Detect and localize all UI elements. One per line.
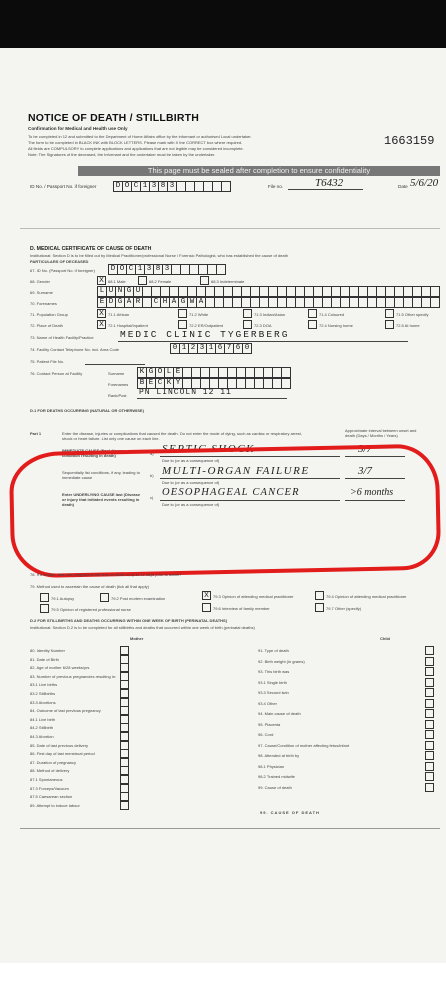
q79-other-label: 79.7 Other (specify): [326, 606, 362, 611]
pop-coloured-checkbox[interactable]: [308, 309, 317, 318]
child-row: 92. Birth weight (in grams): [258, 658, 305, 664]
q79-autopsy-label: 79.1 Autopsy: [51, 596, 75, 601]
mother-row: 88. Method of delivery: [30, 768, 70, 774]
mother-row: 84.2 Stillbirth: [30, 725, 54, 731]
cause-c-interval[interactable]: >6 months: [350, 487, 394, 498]
child-row: 95. Placenta: [258, 721, 281, 727]
date-value[interactable]: 5/6/20: [410, 177, 439, 189]
pop-white-label: 71.2 White: [189, 312, 209, 317]
facility-value[interactable]: MEDIC CLINIC TYGERBERG: [120, 329, 290, 340]
child-row: 93.4 Other: [258, 700, 277, 706]
mother-row: 81. Date of Birth: [30, 656, 59, 662]
mother-row: 84.3 Abortion: [30, 734, 54, 739]
child-row-box[interactable]: [425, 667, 434, 676]
mother-header: Mother: [130, 636, 144, 641]
d2-heading: D.2 FOR STILLBIRTHS AND DEATHS OCCURRING WITHIN ONE WEEK OF BIRTH (PERINATAL DEATHS): [30, 618, 228, 623]
child-row: 93.3 Second twin: [258, 690, 289, 695]
confidentiality-banner: This page must be sealed after completion to ensure confidentiality: [78, 166, 440, 176]
instruction-1: To be completed in 12 and submitted to the Department of Home Affairs office by the informant or authorised Local undertaker.: [28, 134, 252, 139]
field-67-boxes[interactable]: D O C 1 3 8 3: [108, 264, 225, 275]
bottom-white-area: [0, 963, 446, 1000]
gender-female-checkbox[interactable]: [138, 276, 147, 285]
child-row: 98.2 Trained midwife: [258, 774, 295, 779]
part1-instruction: Enter the disease, injuries or complications that caused the death. Do not enter the mode of dying, such as cardiac or respiratory arrest, shock or heart failure. List only one cause on each line.: [62, 431, 302, 441]
q79-opinion-checkbox[interactable]: X: [202, 591, 211, 600]
section-d-note: Institutional: Section D is to be filled out by Medical Practitioner/professional Nurse / Forensic Pathologist, who has established the cause of death: [30, 253, 288, 258]
pop-indian-checkbox[interactable]: [243, 309, 252, 318]
gender-indeterminate-label: 68.3 Indeterminate: [211, 279, 245, 284]
child-row-box[interactable]: [425, 699, 434, 708]
surname-boxes[interactable]: L U N G U: [97, 286, 439, 297]
section-d-heading: D. MEDICAL CERTIFICATE OF CAUSE OF DEATH: [30, 246, 152, 252]
cause-b-label: Sequentially list conditions, if any, leading to immediate cause: [62, 470, 140, 480]
child-row-box[interactable]: [425, 783, 434, 792]
q79-opinion2-label: 79.4 Opinion of attending medical practitioner: [326, 594, 407, 599]
child-row-box[interactable]: [425, 688, 434, 697]
death-notice-form: [0, 48, 446, 963]
q78-label: 78. If a female, was she pregnant at the time of death or up to 42 days prior to death?: [30, 572, 182, 577]
cp-rank-label: Rank/Post: [108, 393, 127, 398]
child-row: 97. Cause/Condition of mother affecting fetus/infant: [258, 742, 350, 748]
cause-b-value[interactable]: MULTI-ORGAN FAILURE: [162, 465, 310, 477]
cause-a-interval[interactable]: 3/7: [358, 443, 373, 455]
field-76-label: 76. Contact Person at Facility: [30, 371, 83, 376]
cause-b-due-to: Due to (or as a consequence of): [162, 480, 220, 485]
cause-c-due-to: Due to (or as a consequence of): [162, 502, 220, 507]
q79-autopsy-checkbox[interactable]: [40, 593, 49, 602]
pop-african-label: 71.1 African: [108, 312, 130, 317]
cp-surname-boxes[interactable]: K G O L E: [137, 367, 290, 378]
field-73-label: 73. Name of Health Facility/Practice: [30, 335, 94, 340]
field-70-label: 70. Forenames: [30, 301, 57, 306]
place-er-label: 72.2 ER/Outpatient: [189, 323, 224, 328]
instruction-2: The form to be completed in BLACK INK with BLOCK LETTERS. Please mark with X the CORRECT box where required.: [28, 140, 243, 145]
child-row: 93.1 Single birth: [258, 679, 287, 685]
child-row-box[interactable]: [425, 709, 434, 718]
forenames-boxes[interactable]: E D G A R C H A G W A: [97, 297, 439, 308]
pop-coloured-label: 71.4 Coloured: [319, 312, 345, 317]
mother-row: 83.1 Live births: [30, 682, 58, 688]
id-boxes[interactable]: D O C 1 3 8 3: [113, 181, 230, 192]
serial-number: 1663159: [384, 134, 435, 148]
instruction-4: Note: The Signatures of the deceased, the Informant and the undertaker must be taken by the undertaker.: [28, 152, 216, 157]
gender-male-label: 68.1 Male: [108, 279, 126, 284]
mother-row: 82. Age of mother 6/28 weeks/yrs: [30, 665, 90, 671]
child-row: 93. This birth was: [258, 669, 290, 674]
q79-label: 79. Method used to ascertain the cause of death (tick all that apply): [30, 584, 149, 589]
child-row-box[interactable]: [425, 657, 434, 666]
place-home-checkbox[interactable]: [385, 320, 394, 329]
form-title: NOTICE OF DEATH / STILLBIRTH: [28, 112, 200, 124]
date-label: Date: [398, 184, 408, 189]
cause-c-value[interactable]: OESOPHAGEAL CANCER: [162, 487, 300, 498]
gender-male-checkbox[interactable]: X: [97, 276, 106, 285]
file-value[interactable]: T6432: [315, 177, 344, 189]
child-row-box[interactable]: [425, 772, 434, 781]
mother-row: 89. Attempt to induce labour: [30, 802, 80, 808]
child-header: Child: [380, 636, 390, 641]
id-label: ID No. / Passport No. if foreigner: [30, 184, 97, 189]
pop-other-checkbox[interactable]: [385, 309, 394, 318]
child-row: 96. Cord: [258, 732, 274, 737]
cause-a-due-to: Due to (or as a consequence of): [162, 458, 220, 463]
place-nursing-checkbox[interactable]: [308, 320, 317, 329]
child-row-box[interactable]: [425, 751, 434, 760]
q79-postmortem-label: 79.2 Post mortem examination: [111, 596, 166, 601]
field-75-label: 75. Patient File No.: [30, 359, 65, 364]
place-hospital-label: 72.1 Hospital/Inpatient: [108, 323, 148, 328]
child-row: 99. Cause of death: [258, 784, 292, 790]
cause-c-letter: c): [150, 495, 154, 500]
cp-surname-label: Surname: [108, 371, 125, 376]
d2-note: Institutional: Section D.2 is to be completed for all stillbirths and deaths that occurred within one week of birth (perinatal deaths): [30, 625, 255, 630]
field-68-label: 68. Gender: [30, 279, 51, 284]
place-hospital-checkbox[interactable]: X: [97, 320, 106, 329]
child-row-box[interactable]: [425, 741, 434, 750]
pop-white-checkbox[interactable]: [178, 309, 187, 318]
particulars-heading: PARTICULARS OF DECEASED: [30, 259, 89, 264]
cause-a-label: IMMEDIATE CAUSE (final disease or condition resulting in death): [62, 448, 131, 458]
gender-indeterminate-checkbox[interactable]: [200, 276, 209, 285]
mother-row: 80. Identity Number: [30, 648, 65, 653]
q79-opinion-label: 79.3 Opinion of attending medical practitioner: [213, 594, 294, 599]
mother-row: 87. Duration of pregnancy: [30, 759, 77, 765]
top-black-bar: [0, 0, 446, 48]
q79-nurse-label: 79.5 Opinion of registered professional nurse: [51, 607, 131, 612]
cp-forenames-label: Forenames: [108, 382, 129, 387]
mother-row: 85. Date of last previous delivery: [30, 742, 89, 748]
place-doa-checkbox[interactable]: [243, 320, 252, 329]
cause-b-interval[interactable]: 3/7: [358, 465, 373, 477]
q79-family-label: 79.6 Interview of family member: [213, 606, 270, 611]
mother-row: 87.3 Forceps/Vacuum: [30, 785, 69, 791]
field-71-label: 71. Population Group: [30, 312, 68, 317]
cause-a-value[interactable]: SEPTIC SHOCK: [162, 443, 255, 455]
cause-heading: D.1 FOR DEATHS OCCURRING (NATURAL OR OTHERWISE): [30, 408, 144, 413]
contact-boxes[interactable]: 0 1 2 3 1 6 7 6 0: [170, 343, 251, 354]
mother-row-box[interactable]: [120, 801, 129, 810]
child-row: 98.1 Physician: [258, 763, 285, 769]
mother-row: 84. Outcome of last previous pregnancy: [30, 708, 101, 714]
place-nursing-label: 72.4 Nursing home: [319, 323, 353, 328]
child-row-box[interactable]: [425, 762, 434, 771]
field-69-label: 69. Surname: [30, 290, 53, 295]
cause-c-label: Enter UNDERLYING CAUSE last (Disease or injury that initiated events resulting in death): [62, 492, 141, 507]
place-home-label: 72.5 At home: [396, 323, 420, 328]
cp-forenames-boxes[interactable]: B E C K Y: [137, 378, 290, 389]
place-er-checkbox[interactable]: [178, 320, 187, 329]
q79-other-checkbox[interactable]: [315, 603, 324, 612]
form-subtitle: Confirmation for Medical and Health use Only: [28, 126, 128, 131]
instruction-3: All fields are COMPULSORY to complete applications and applications that are not legible may be considered incomplete.: [28, 146, 244, 151]
field-72-label: 72. Place of Death: [30, 323, 63, 328]
mother-row: 83.3 Abortions: [30, 699, 56, 705]
field-74-label: 74. Facility Contact Telephone No. incl. Area Code: [30, 347, 120, 352]
part1-label: Part 1: [30, 431, 42, 436]
mother-row: 83. Number of previous pregnancies resulting in:: [30, 673, 117, 679]
mother-row: 87.5 Caesarean section: [30, 794, 73, 800]
q79-opinion2-checkbox[interactable]: [315, 591, 324, 600]
cause-of-death-footer: 99. CAUSE OF DEATH: [260, 810, 320, 815]
cause-a-letter: a): [150, 451, 154, 456]
q79-family-checkbox[interactable]: [202, 603, 211, 612]
gender-female-label: 68.2 Female: [149, 279, 172, 284]
mother-row: 83.2 Stillbirths: [30, 691, 56, 696]
red-annotation-oval: [9, 444, 442, 579]
mother-row: 87.1 Spontaneous: [30, 777, 63, 782]
file-label: File no.: [268, 184, 284, 189]
child-row-box[interactable]: [425, 730, 434, 739]
q79-postmortem-checkbox[interactable]: [100, 593, 109, 602]
interval-header: Approximate interval between onset and death (Days / Months / Years): [345, 428, 417, 438]
child-row-box[interactable]: [425, 720, 434, 729]
q79-nurse-checkbox[interactable]: [40, 604, 49, 613]
child-row: 98. Attended at birth by: [258, 753, 300, 758]
child-row: 91. Type of death: [258, 648, 289, 653]
pop-indian-label: 71.3 Indian/Asian: [254, 312, 285, 317]
pop-other-label: 71.5 Other specify: [396, 312, 429, 317]
place-doa-label: 72.3 DOA: [254, 323, 272, 328]
child-row: 94. Main cause of death: [258, 711, 301, 716]
child-row-box[interactable]: [425, 678, 434, 687]
mother-row: 84.1 Live birth: [30, 716, 56, 722]
child-row-box[interactable]: [425, 646, 434, 655]
pop-african-checkbox[interactable]: X: [97, 309, 106, 318]
mother-row: 86. First day of last menstrual period: [30, 751, 95, 757]
field-67-label: 67. ID No. (Passport No. if foreigner): [30, 268, 95, 273]
cp-rank-value[interactable]: PN LINCOLN 12 11: [139, 388, 232, 397]
cause-b-letter: b): [150, 473, 154, 478]
